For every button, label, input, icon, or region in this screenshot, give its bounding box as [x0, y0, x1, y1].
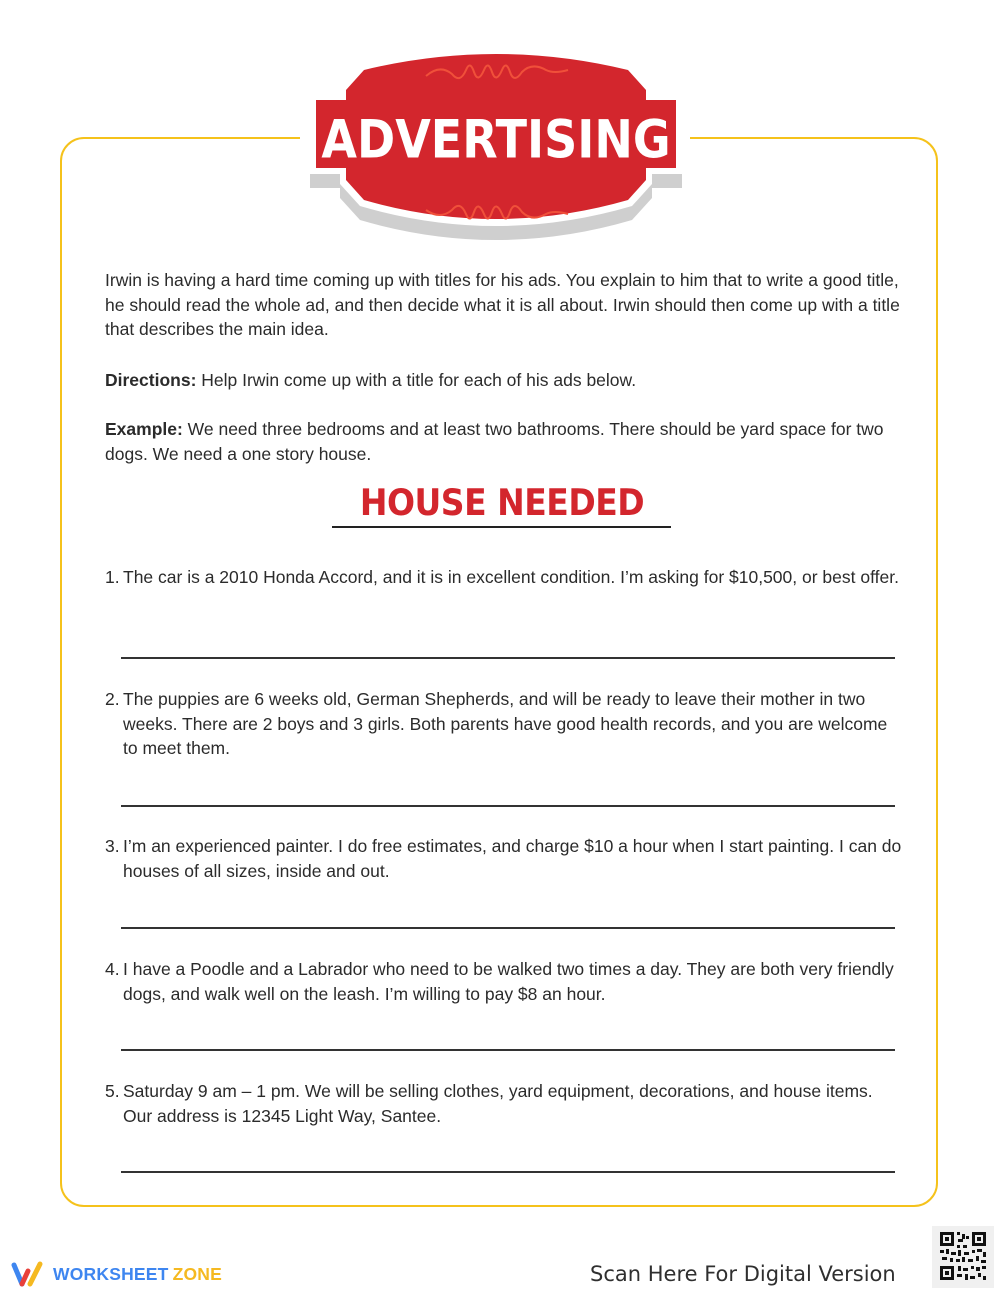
- answer-line-4[interactable]: [121, 1049, 895, 1051]
- question-5: [105, 1079, 905, 1128]
- example-label: Example:: [105, 419, 183, 439]
- example-text: We need three bedrooms and at least two bathrooms. There should be yard space for two dogs. We need a one story house.: [105, 419, 884, 464]
- question-1: [105, 565, 905, 590]
- example-answer-line: [332, 526, 671, 528]
- intro-text: Irwin is having a hard time coming up with titles for his ads. You explain to him that to write a good title, he should read the whole ad, and then decide what it is all about. Irwin should then come up with a title that describes the main idea.: [105, 270, 900, 339]
- logo-text-zone: ZONE: [172, 1263, 222, 1284]
- answer-line-2[interactable]: [121, 805, 895, 807]
- title-badge: [300, 40, 692, 248]
- directions-text: Help Irwin come up with a title for each of his ads below.: [196, 370, 637, 390]
- qr-code-icon: [932, 1226, 994, 1288]
- worksheet-zone-logo[interactable]: [9, 1259, 222, 1289]
- question-3: [105, 834, 905, 883]
- page-title: ADVERTISING: [321, 107, 671, 171]
- example: [105, 417, 905, 466]
- question-text: I’m an experienced painter. I do free estimates, and charge $10 a hour when I start painting. I can do houses of all sizes, inside and out.: [123, 836, 902, 881]
- answer-line-5[interactable]: [121, 1171, 895, 1173]
- question-text: Saturday 9 am – 1 pm. We will be selling clothes, yard equipment, decorations, and house items. Our address is 12345 Light Way, Santee.: [123, 1081, 873, 1126]
- intro-paragraph: [105, 268, 905, 342]
- logo-w-icon: [9, 1259, 45, 1289]
- question-number: 1.: [105, 567, 120, 587]
- answer-line-3[interactable]: [121, 927, 895, 929]
- question-number: 2.: [105, 689, 120, 709]
- question-number: 4.: [105, 959, 120, 979]
- directions: [105, 368, 905, 393]
- question-4: [105, 957, 905, 1006]
- example-answer: HOUSE NEEDED: [359, 481, 645, 524]
- scan-caption: Scan Here For Digital Version: [590, 1262, 896, 1286]
- question-text: The puppies are 6 weeks old, German Shepherds, and will be ready to leave their mother in two weeks. There are 2 boys and 3 girls. Both parents have good health records, and you are welcome to meet them.: [123, 689, 888, 758]
- question-text: The car is a 2010 Honda Accord, and it is in excellent condition. I’m asking for $10,500, or best offer.: [123, 567, 899, 587]
- directions-label: Directions:: [105, 370, 197, 390]
- question-text: I have a Poodle and a Labrador who need to be walked two times a day. They are both very friendly dogs, and walk well on the leash. I’m willing to pay $8 an hour.: [123, 959, 894, 1004]
- qr-code[interactable]: [932, 1226, 994, 1288]
- answer-line-1[interactable]: [121, 657, 895, 659]
- logo-text-worksheet: WORKSHEET: [53, 1263, 169, 1284]
- question-number: 5.: [105, 1081, 120, 1101]
- question-number: 3.: [105, 836, 120, 856]
- question-2: [105, 687, 905, 761]
